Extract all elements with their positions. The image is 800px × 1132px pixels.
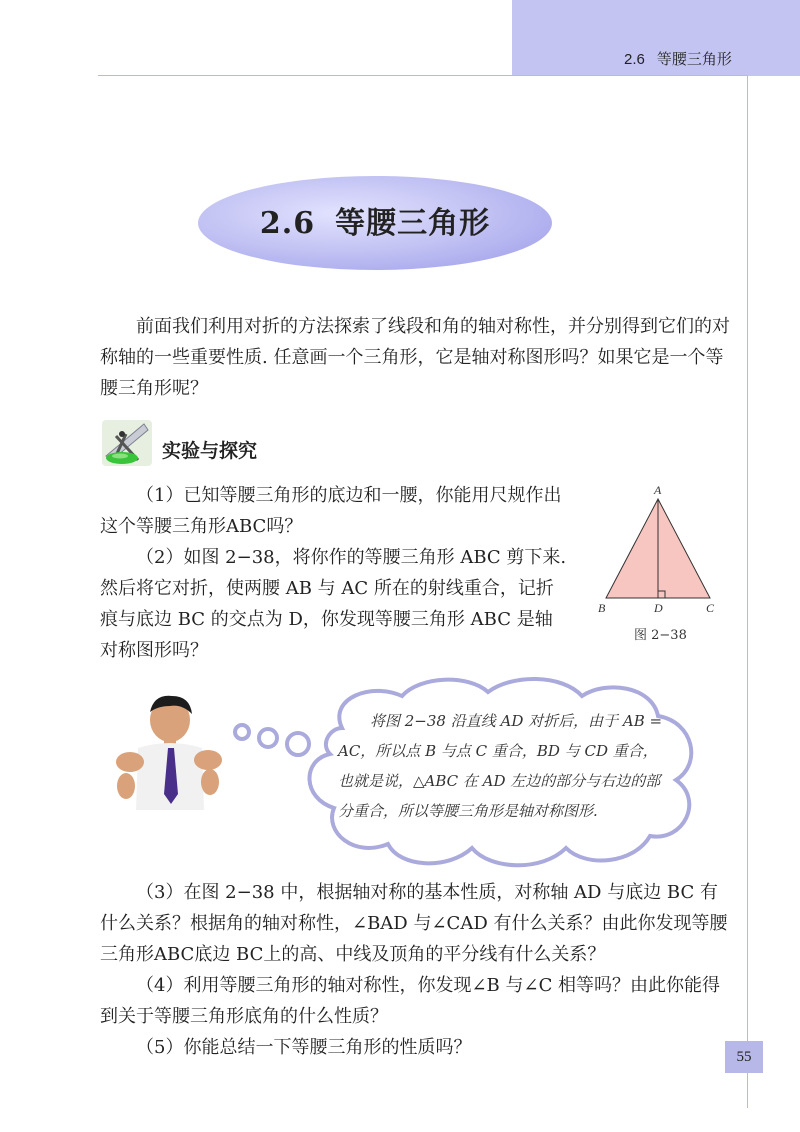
questions-3-5 — [100, 877, 730, 1063]
page-number: 55 — [725, 1041, 763, 1073]
chapter-title-text: 等腰三角形 — [335, 206, 491, 241]
chapter-title — [198, 198, 552, 242]
label-b: B — [598, 601, 606, 615]
speech-text: 将图 2−38 沿直线 AD 对折后，由于 AB = AC，所以点 B 与点 C 重合，BD 与 CD 重合，也就是说，△ABC 在 AD 左边的部分与右边的部分重合，所以等腰三角形是轴对称图形. — [338, 712, 663, 820]
questions-1-2 — [100, 480, 568, 666]
margin-rule — [747, 76, 748, 1108]
compass-ruler-icon — [100, 416, 154, 470]
intro-paragraph: 前面我们利用对折的方法探索了线段和角的轴对称性，并分别得到它们的对称轴的一些重要性质. 任意画一个三角形，它是轴对称图形吗？如果它是一个等腰三角形呢？ — [100, 316, 730, 399]
chapter-title-number: 2.6 — [259, 206, 316, 241]
question-4: （4）利用等腰三角形的轴对称性，你发现∠B 与∠C 相等吗？由此你能得到关于等腰三角形底角的什么性质？ — [100, 975, 721, 1027]
header-rule — [98, 75, 748, 76]
header-section-title: 等腰三角形 — [656, 51, 732, 68]
triangle-figure — [592, 484, 722, 634]
student-illustration — [108, 690, 226, 812]
question-2: （2）如图 2−38，将你作的等腰三角形 ABC 剪下来. 然后将它对折，使两腰 AB 与 AC 所在的射线重合，记折痕与底边 BC 的交点为 D，你发现等腰三角形 ABC 是轴对称图形吗？ — [100, 547, 567, 661]
question-5: （5）你能总结一下等腰三角形的性质吗？ — [136, 1037, 472, 1058]
label-c: C — [706, 601, 715, 615]
running-header — [624, 48, 732, 69]
question-1: （1）已知等腰三角形的底边和一腰，你能用尺规作出这个等腰三角形ABC吗？ — [100, 485, 562, 537]
figure-caption: 图 2−38 — [634, 628, 687, 643]
header-section-number: 2.6 — [624, 51, 645, 68]
label-d: D — [654, 601, 663, 615]
section-title: 实验与探究 — [162, 441, 258, 462]
question-3: （3）在图 2−38 中，根据轴对称的基本性质，对称轴 AD 与底边 BC 有什么关系？根据角的轴对称性，∠BAD 与∠CAD 有什么关系？由此你发现等腰三角形ABC底边 BC上的高、中线及顶角的平分线有什么关系？ — [100, 882, 728, 965]
label-a: A — [654, 484, 662, 497]
